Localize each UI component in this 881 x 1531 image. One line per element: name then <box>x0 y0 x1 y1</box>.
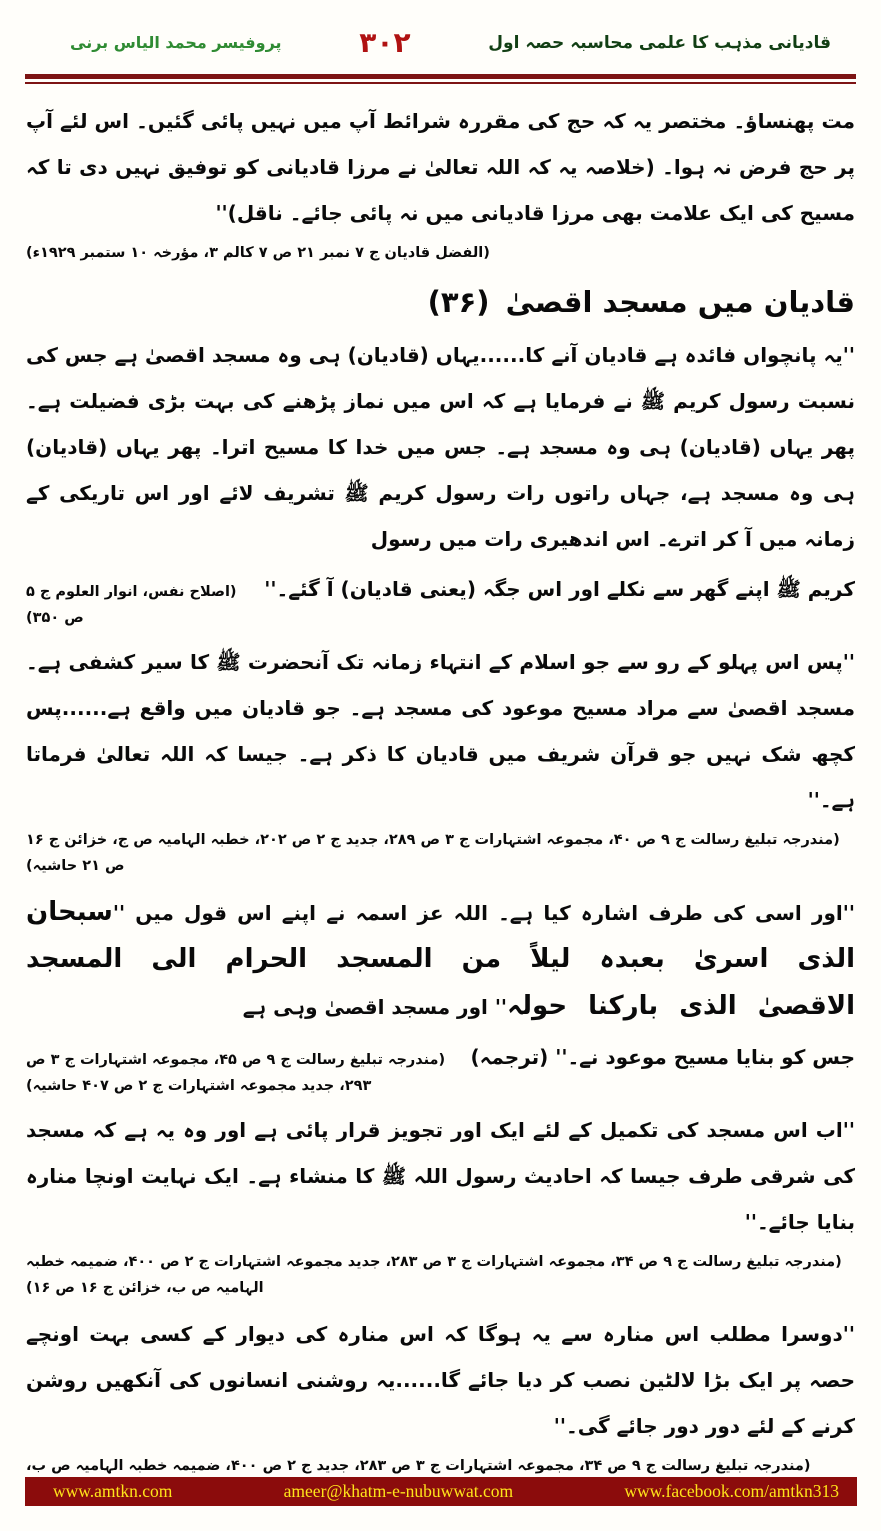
footer-facebook-url: www.facebook.com/amtkn313 <box>624 1481 839 1501</box>
citation-tabligh-risalat-4: (مندرجہ تبلیغ رسالت ج ۹ ص ۳۴، مجموعہ اشتہارات ج ۳ ص ۲۸۳، جدید ج ۲ ص ۴۰۰، ضمیمہ خطبہ الہامیہ ص ب، <box>26 1458 811 1474</box>
quote-paragraph-quran-verse-tail: جس کو بنایا مسیح موعود نے۔'' (ترجمہ) <box>470 1045 855 1069</box>
paragraph-end-line <box>26 1034 855 1099</box>
footer-bar <box>25 1477 857 1506</box>
footer-website-url: www.amtkn.com <box>53 1481 173 1501</box>
section-heading-36 <box>26 280 855 324</box>
book-title: قادیانی مذہب کا علمی محاسبہ حصہ اول <box>488 32 831 53</box>
page-header <box>0 0 881 68</box>
quote-paragraph-quran-verse <box>26 889 855 1030</box>
citation-alfazl-qadian: (الفضل قادیان ج ۷ نمبر ۲۱ ص ۷ کالم ۳، مؤرخہ ۱۰ ستمبر ۱۹۲۹ء) <box>26 245 490 261</box>
citation-islah-nafs: (اصلاح نفس، انوار العلوم ج ۵ ص ۳۵۰) <box>26 584 237 626</box>
quote-paragraph-masjid-aqsa-tail: کریم ﷺ اپنے گھر سے نکلے اور اس جگہ (یعنی قادیان) آ گئے۔'' <box>264 577 855 601</box>
quote-paragraph-minaret: ''اب اس مسجد کی تکمیل کے لئے ایک اور تجویز قرار پائی ہے اور وہ یہ ہے کہ مسجد کی شرقی طرف جیسا کہ احادیث رسول اللہ ﷺ کا منشاء ہے۔ ایک نہایت اونچا منارہ بنایا جائے۔'' <box>26 1118 855 1234</box>
paragraph-end-line <box>26 566 855 631</box>
page-number: ۳۰۲ <box>359 25 411 59</box>
quote-paragraph-hajj: مت پھنساؤ۔ مختصر یہ کہ حج کی مقررہ شرائط آپ میں نہیں پائی گئیں۔ اس لئے آپ پر حج فرض نہ ہوا۔ (خلاصہ یہ کہ اللہ تعالیٰ نے مرزا قادیانی کو توفیق نہیں دی تا کہ مسیح کی ایک علامت بھی مرزا قادیانی میں نہ پائی جائے۔ ناقل)'' <box>26 109 855 225</box>
author-name: پروفیسر محمد الیاس برنی <box>70 32 282 52</box>
footer-email-address: ameer@khatm-e-nubuwwat.com <box>283 1481 514 1501</box>
quote-paragraph-masjid-aqsa: ''یہ پانچواں فائدہ ہے قادیان آنے کا......یہاں (قادیان) ہی وہ مسجد اقصیٰ ہے جس کی نسبت رسول کریم ﷺ نے فرمایا ہے کہ اس میں نماز پڑھنے کی بہت بڑی فضیلت ہے۔ پھر یہاں (قادیان) ہی وہ مسجد ہے۔ جس میں خدا کا مسیح اترا۔ پھر یہاں (قادیان) ہی وہ مسجد ہے، جہاں راتوں رات رسول کریم ﷺ تشریف لائے اور اس تاریکی کے زمانہ میں آ کر اترے۔ اس اندھیری رات میں رسول <box>26 343 855 551</box>
divider-thick-line <box>25 74 856 79</box>
header-divider <box>25 74 856 84</box>
quote-paragraph-lantern: ''دوسرا مطلب اس منارہ سے یہ ہوگا کہ اس منارہ کی دیوار کے کسی بہت اونچے حصہ پر ایک بڑا لالٹین نصب کر دیا جائے گا......یہ روشنی انسانوں کی آنکھیں روشن کرنے کے لئے دور دور جائے گی۔'' <box>26 1322 855 1438</box>
arabic-verse: سبحان الذی اسریٰ بعبدہ لیلاً من المسجد الحرام الی المسجد الاقصیٰ الذی بارکنا حولہ <box>26 897 855 1021</box>
section-36-number: (۳۶) <box>427 285 490 319</box>
citation-tabligh-risalat-2: (مندرجہ تبلیغ رسالت ج ۹ ص ۴۵، مجموعہ اشتہارات ج ۳ ص ۲۹۳، جدید مجموعہ اشتہارات ج ۲ ص ۴۰۷ حاشیہ) <box>26 1052 446 1094</box>
citation-tabligh-risalat-1: (مندرجہ تبلیغ رسالت ج ۹ ص ۴۰، مجموعہ اشتہارات ج ۳ ص ۲۸۹، جدید ج ۲ ص ۲۰۲، خطبہ الہامیہ ص ج، خزائن ج ۱۶ ص ۲۱ حاشیہ) <box>26 832 840 874</box>
urdu-text-before-verse: ''اور اسی کی طرف اشارہ کیا ہے۔ اللہ عز اسمہ نے اپنے اس قول میں '' <box>112 901 855 925</box>
urdu-text-after-verse: '' اور مسجد اقصیٰ وہی ہے <box>242 995 508 1019</box>
section-36-title: قادیان میں مسجد اقصیٰ <box>505 285 855 319</box>
citation-tabligh-risalat-3: (مندرجہ تبلیغ رسالت ج ۹ ص ۳۴، مجموعہ اشتہارات ج ۳ ص ۲۸۳، جدید مجموعہ اشتہارات ج ۲ ص ۴۰۰، ضمیمہ خطبہ الہامیہ ص ب، خزائن ج ۱۶ ص ۱۶) <box>26 1254 842 1296</box>
page-content <box>0 84 881 1474</box>
quote-paragraph-seir-kashfi: ''پس اس پہلو کے رو سے جو اسلام کے انتہاء زمانہ تک آنحضرت ﷺ کا سیر کشفی ہے۔ مسجد اقصیٰ سے مراد مسیح موعود کی مسجد ہے۔ جو قادیان میں واقع ہے......پس کچھ شک نہیں جو قرآن شریف میں قادیان کا ذکر ہے۔ جیسا کہ اللہ تعالیٰ فرماتا ہے۔'' <box>26 650 855 812</box>
